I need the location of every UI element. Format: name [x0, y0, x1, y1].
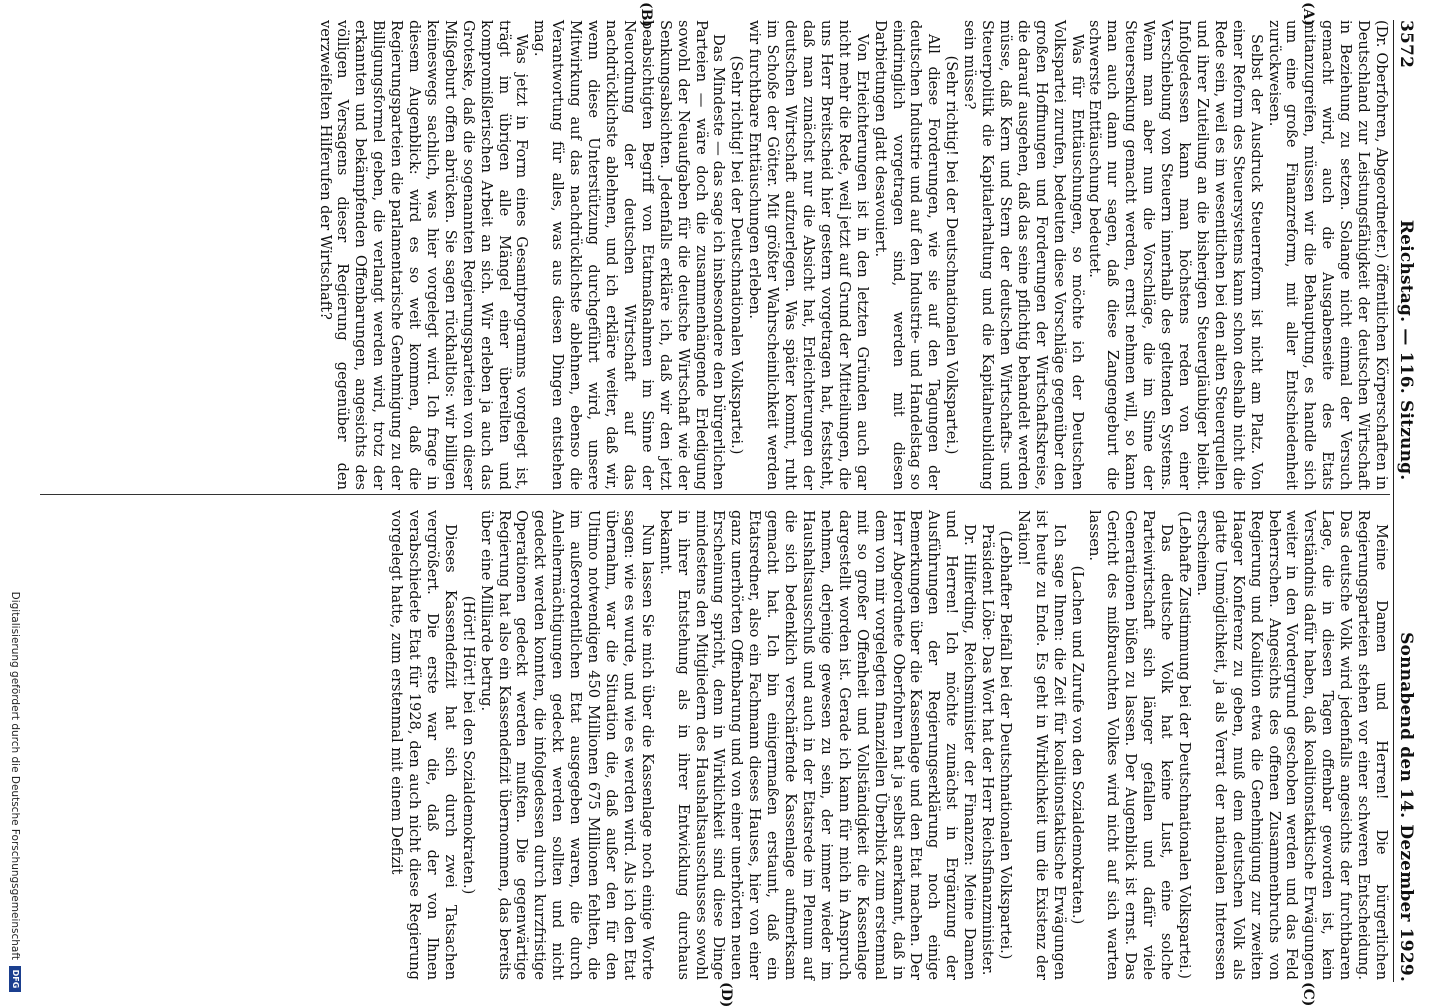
interjection: (Lachen und Zurufe von den Sozialdemokraten.) — [1068, 565, 1086, 925]
paragraph: (Dr. Oberfohren, Abgeordneter.) öffentlichen Körperschaften in Deutschland zur Leistungsfähigkeit der deutschen Wirtschaft in Beziehung zu setzen. Solange nicht einmal der Versuch gemacht wird, auch die Ausgabenseite des Etats mitanzugreifen, müssen wir die Behauptung, es handle sich um eine große Finanzreform, mit aller Entschiedenheit zurückweisen. — [1265, 20, 1390, 490]
paragraph: Das deutsche Volk hat keine Lust, eine solche Parteiwirtschaft sich länger gefallen und dafür viele Generationen büßen zu lassen. Der Augenblick ist ernst. Das Gericht des mißbrauchten Volkes wird nicht auf sich warten lassen. — [1086, 510, 1176, 980]
president-statement: Präsident Löbe: Das Wort hat der Herr Reichsfinanzminister. — [979, 524, 997, 976]
margin-marker-a: (A) — [1300, 2, 1316, 27]
paragraph: Dr. Hilferding, Reichsminister der Finanzen: Meine Damen und Herren! Ich möchte zunächst in Ergänzung der Ausführungen der Regierungserklärung noch einige Bemerkungen über die Kassenlage und den Etat machen. Der Herr Abgeordnete Oberfohren hat ja selbst anerkannt, daß in dem von mir vorgelegten finanziellen Überblick zum erstenmal mit so großer Offenheit und Vollständigkeit die Kassenlage dargestellt worden ist. Gerade ich kann für mich in Anspruch nehmen, derjenige gewesen zu sein, der immer wieder im Haushaltsausschuß und auch in der Etatsrede im Plenum auf die sich bedenklich verschärfende Kassenlage aufmerksam gemacht hat. Ich bin einigermaßen erstaunt, daß ein Etatsredner, also ein Fachmann dieses Hauses, hier von einer ganz unerhörten Offenbarung und von einer unerhörten neuen Erscheinung spricht, denn in Wirklichkeit sind diese Dinge mindestens den Mitgliedern des Haushaltsausschusses sowohl in ihrer Entstehung als in ihrer Entwicklung durchaus bekannt. — [656, 510, 979, 980]
paragraph: Selbst der Ausdruck Steuerreform ist nicht am Platz. Von einer Reform des Steuersystems kann schon deshalb nicht die Rede sein, weil es im wesentlichen bei den alten Steuerquellen und ihrer Zuteilung an die bisherigen Steuergläubiger bleibt. Infolgedessen kann man höchstens reden von einer Verschiebung von Steuern innerhalb des geltenden Systems. Wenn man aber nun die Vorschläge, die im Sinne der Steuersenkung gemacht werden, ernst nehmen will, so kann man auch dann nur sagen, daß diese Zangengeburt die schwerste Enttäuschung bedeutet. — [1086, 20, 1265, 490]
session-title: Reichstag. — 116. Sitzung. — [1396, 219, 1416, 481]
margin-marker-b: (B) — [638, 2, 654, 28]
session-date: Sonnabend den 14. Dezember 1929. — [1396, 632, 1416, 982]
margin-marker-c: (C) — [1300, 982, 1316, 1007]
paragraph: Ich sage Ihnen: die Zeit für koalitionstaktische Erwägungen ist heute zu Ende. Es geht in Wirklichkeit um die Existenz der Nation! — [1014, 510, 1068, 980]
margin-marker-d: (D) — [718, 982, 734, 1007]
paragraph: Dieses Kassendefizit hat sich durch zwei Tatsachen vergrößert. Die erste war die, daß der von Ihnen verabschiedete Etat für 1928, den auch nicht diese Regierung vorgelegt hatte, zum erstenmal mit einem Defizit — [388, 510, 459, 980]
paragraph: Von Erleichterungen ist in den letzten Gründen auch gar nicht mehr die Rede, weil jetzt auf Grund der Mitteilungen, die uns Herr Breitscheid hier gestern vorgetragen hat, feststeht, daß man zunächst nur die Absicht hat, Erleichterungen der deutschen Wirtschaft aufzuerlegen. Was später kommt, ruht im Schoße der Götter. Mit größter Wahrscheinlichkeit werden wir furchtbare Enttäuschungen erleben. — [746, 20, 871, 490]
paragraph: Meine Damen und Herren! Die bürgerlichen Regierungsparteien stehen vor einer schweren Entscheidung. Das deutsche Volk wird jedenfalls angesichts der furchtbaren Lage, die in diesen Tagen offenbar geworden ist, kein Verständnis dafür haben, daß koalitionstaktische Erwägungen weiter in den Vordergrund geschoben werden und das Feld beherrschen. Angesichts des offenen Zusammenbruchs von Regierung und Koalition etwa die Genehmigung zur zweiten Haager Konferenz zu geben, muß dem deutschen Volk als glatte Unmöglichkeit, ja als Verrat der nationalen Interessen erscheinen. — [1193, 510, 1390, 980]
page-number: 3572 — [1396, 20, 1416, 69]
digitization-footer — [6, 0, 24, 1000]
interjection: (Lebhafte Zustimmung bei der Deutschnationalen Volkspartei.) — [1176, 511, 1194, 979]
right-column — [40, 510, 1390, 980]
paragraph: Das Mindeste — das sage ich insbesondere den bürgerlichen Parteien — wäre doch die zusammenhängende Erledigung sowohl der Neuaufgaben für die deutsche Wirtschaft wie der Senkungsabsichten. Jedenfalls erkläre ich, daß wir den jetzt beabsichtigten Begriff von Etatmaßnahmen im Sinne der Neuordnung der deutschen Wirtschaft auf das nachdrücklichste ablehnen, und ich erkläre weiter, daß wir, wenn diese Unterstützung durchgeführt wird, unsere Mitwirkung auf das nachdrücklichste ablehnen, ebenso die Verantwortung für alles, was aus diesen Dingen entstehen mag. — [531, 20, 728, 490]
interjection: (Sehr richtig! bei der Deutschnationalen Volkspartei.) — [943, 55, 961, 455]
paragraph: All diese Forderungen, wie sie auf den Tagungen der deutschen Industrie und auf den Industrie- und Handelstag so eindringlich vorgetragen sind, werden mit diesen Darbietungen glatt desavouiert. — [871, 20, 943, 490]
column-divider — [40, 494, 1390, 495]
interjection: (Hört! Hört! bei den Sozialdemokraten.) — [459, 595, 477, 895]
paragraph: Was für Enttäuschungen, so möchte ich der Deutschen Volkspartei zurufen, bedeuten diese Vorschläge gegenüber den großen Hoffnungen und Forderungen der Wirtschaftskreise, die darauf ausgehen, daß das seine pflichtig behandelt werden müsse, daß Kern und Stern der deutschen Wirtschafts- und Steuerpolitik die Kapitalerhaltung und die Kapitalneubildung sein müsse? — [961, 20, 1086, 490]
paragraph: Nun lassen Sie mich über die Kassenlage noch einige Worte sagen: wie es wurde, und wie es werden wird. Als ich den Etat übernahm, war die Situation die, daß außer den für den Ultimo notwendigen 450 Millionen 675 Millionen fehlten, die im außerordentlichen Etat ausgegeben waren, die durch Anleihermächtigungen gedeckt werden sollten und nicht gedeckt werden konnten, die infolgedessen durch kurzfristige Operationen gedeckt werden mußten. Die gegenwärtige Regierung hat also ein Kassendefizit übernommen, das bereits über eine Milliarde betrug. — [477, 510, 656, 980]
footer-credit: Digitalisierung gefördert durch die Deutsche Forschungsgemeinschaft — [9, 591, 21, 960]
dfg-logo-icon: DFG — [9, 966, 21, 992]
paragraph: Was jetzt in Form eines Gesamtprogramms vorgelegt ist, trägt im übrigen alle Mängel einer übereilten und kompromißlerischen Arbeit an sich. Wir erleben ja auch das Groteske, daß die sogenannten Regierungsparteien von dieser Mißgeburt offen abrücken. Sie sagen rückhaltlos: wir billigen keineswegs sachlich, was hier vorgelegt wird. Ich frage in diesem Augenblick: wird es so weit kommen, daß die Regierungsparteien die parlamentarische Genehmigung zu der Billigungsformel geben, die verlangt werden wird, trotz der erkannten und bekämpfenden Offenbarungen, angesichts des völligen Versagens dieser Regierung gegenüber den verzweifelten Hilferufen der Wirtschaft? — [316, 20, 531, 490]
page-header — [1393, 20, 1422, 982]
left-column — [40, 20, 1390, 490]
interjection: (Lebhafter Beifall bei der Deutschnationalen Volkspartei.) — [996, 530, 1014, 960]
interjection: (Sehr richtig! bei der Deutschnationalen Volkspartei.) — [728, 55, 746, 455]
